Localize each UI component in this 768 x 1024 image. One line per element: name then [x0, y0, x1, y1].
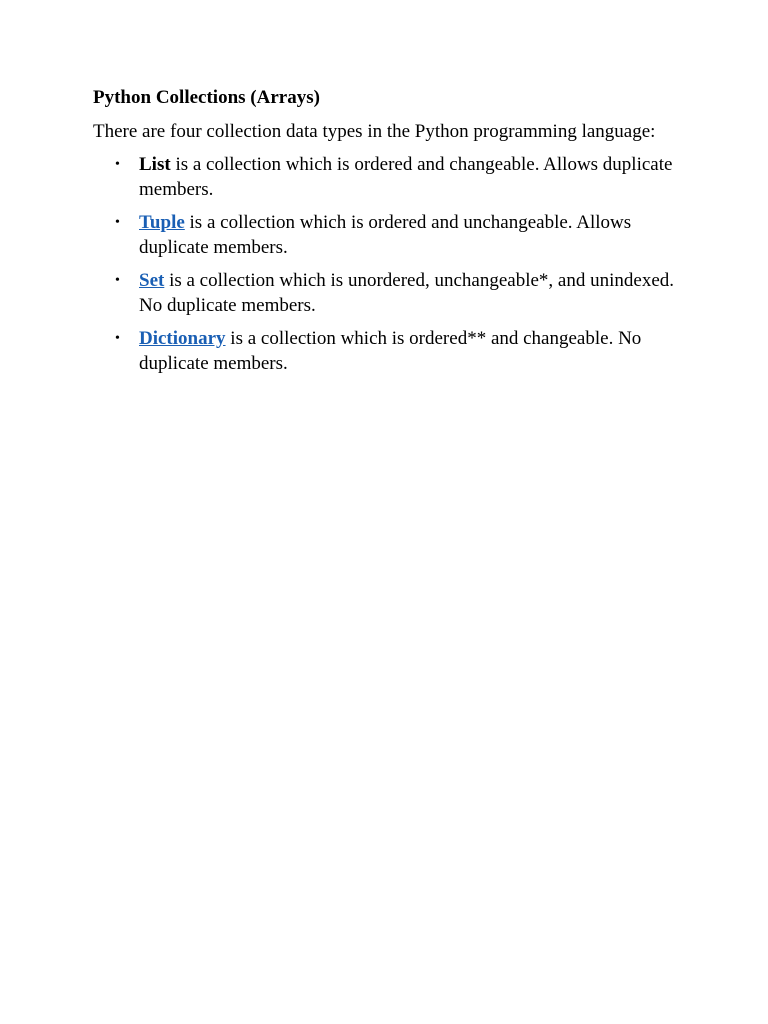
document-page — [93, 86, 683, 385]
collection-types-list — [93, 153, 683, 376]
page-title: Python Collections (Arrays) — [93, 87, 320, 108]
list-item-set — [93, 269, 683, 318]
tuple-link[interactable]: Tuple — [139, 212, 185, 233]
bullet-icon: • — [115, 273, 120, 288]
description-tuple: is a collection which is ordered and unchangeable. Allows duplicate members. — [139, 212, 632, 258]
list-item-dictionary — [93, 327, 683, 376]
bullet-icon: • — [115, 331, 120, 346]
dictionary-link[interactable]: Dictionary — [139, 328, 226, 349]
description-list: is a collection which is ordered and changeable. Allows duplicate members. — [139, 154, 673, 200]
bullet-icon: • — [115, 215, 120, 230]
list-item-list — [93, 153, 683, 202]
description-set: is a collection which is unordered, unchangeable*, and unindexed. No duplicate members. — [139, 270, 674, 316]
list-item-tuple — [93, 211, 683, 260]
intro-paragraph: There are four collection data types in the Python programming language: — [93, 120, 656, 142]
bullet-icon: • — [115, 157, 120, 172]
set-link[interactable]: Set — [139, 270, 165, 291]
term-list: List — [139, 154, 171, 175]
description-dictionary: is a collection which is ordered** and changeable. No duplicate members. — [139, 328, 642, 374]
